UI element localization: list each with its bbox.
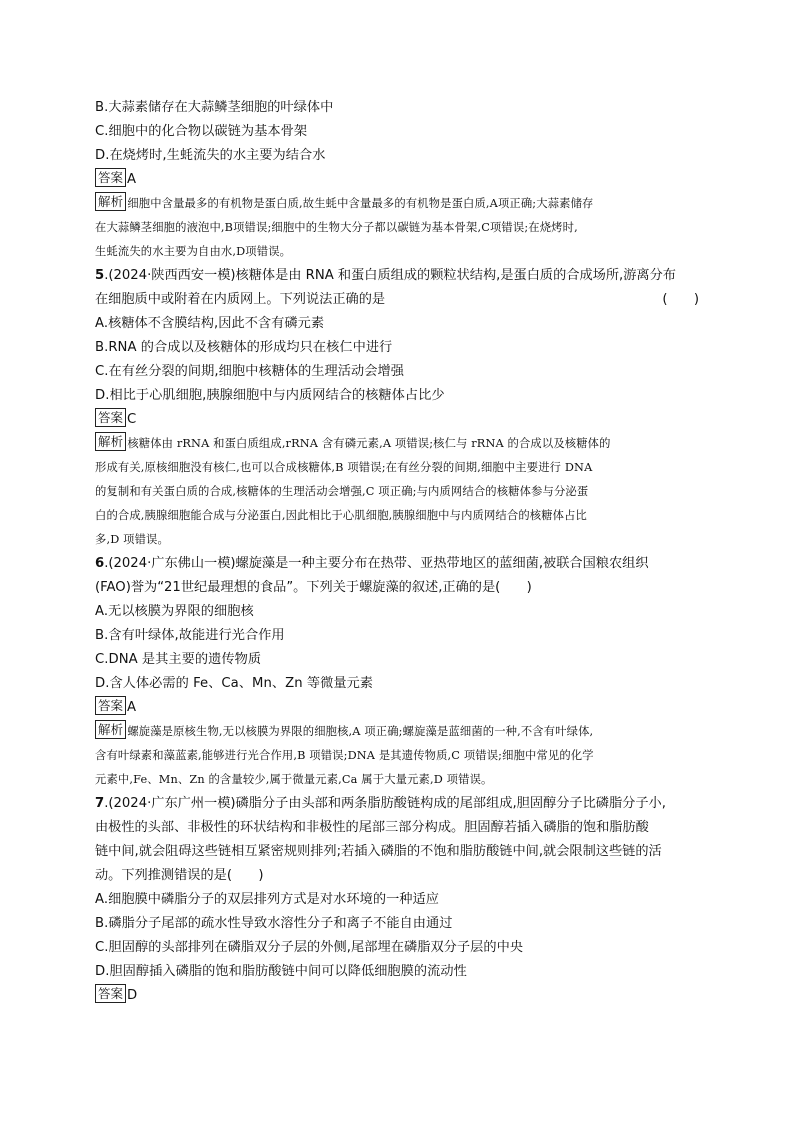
q5-analysis-line: 形成有关,原核细胞没有核仁,也可以合成核糖体,B 项错误;在有丝分裂的间期,细胞中主要进行 DNA	[95, 461, 593, 474]
answer-label: 答案	[95, 696, 126, 715]
q5-option-c: C.在有丝分裂的间期,细胞中核糖体的生理活动会增强	[95, 364, 404, 379]
q5-option-a: A.核糖体不含膜结构,因此不含有磷元素	[95, 316, 325, 331]
q7-stem-line: 链中间,就会阻碍这些链相互紧密规则排列;若插入磷脂的不饱和脂肪酸链中间,就会限制这些链的活	[95, 844, 662, 859]
q4-option-d: D.在烧烤时,生蚝流失的水主要为结合水	[95, 148, 326, 163]
q5-analysis	[95, 432, 705, 552]
q7-number: 7	[95, 796, 105, 811]
answer-label: 答案	[95, 168, 126, 187]
q6-analysis	[95, 720, 705, 792]
q7-option-a: A.细胞膜中磷脂分子的双层排列方式是对水环境的一种适应	[95, 892, 440, 907]
q6-option-c: C.DNA 是其主要的遗传物质	[95, 652, 262, 667]
q5-analysis-line: 的复制和有关蛋白质的合成,核糖体的生理活动会增强,C 项正确;与内质网结合的核糖体参与分泌蛋	[95, 485, 589, 498]
analysis-label: 解析	[95, 720, 126, 739]
q6-option-a: A.无以核膜为界限的细胞核	[95, 604, 254, 619]
q5-analysis-line: 白的合成,胰腺细胞能合成与分泌蛋白,因此相比于心肌细胞,胰腺细胞中与内质网结合的核糖体占比	[95, 509, 587, 522]
q4-analysis	[95, 192, 705, 264]
q4-analysis-line: 细胞中含量最多的有机物是蛋白质,故生蚝中含量最多的有机物是蛋白质,A项正确;大蒜素储存	[127, 197, 594, 210]
q6-stem-line: 6.(2024·广东佛山一模)螺旋藻是一种主要分布在热带、亚热带地区的蓝细菌,被联合国粮农组织	[95, 556, 649, 571]
q5-stem-line: 在细胞质中或附着在内质网上。下列说法正确的是 ( )	[95, 288, 705, 312]
q6-answer	[95, 696, 705, 720]
q7-option-d: D.胆固醇插入磷脂的饱和脂肪酸链中间可以降低细胞膜的流动性	[95, 964, 467, 979]
q6-option-d: D.含人体必需的 Fe、Ca、Mn、Zn 等微量元素	[95, 676, 374, 691]
q4-answer-value: A	[127, 172, 137, 187]
question-4-tail	[95, 96, 705, 264]
q5-option-b: B.RNA 的合成以及核糖体的形成均只在核仁中进行	[95, 340, 393, 355]
q7-stem-line: 7.(2024·广东广州一模)磷脂分子由头部和两条脂肪酸链构成的尾部组成,胆固醇分子比磷脂分子小,	[95, 796, 666, 811]
analysis-label: 解析	[95, 192, 126, 211]
analysis-label: 解析	[95, 432, 126, 451]
q5-number: 5	[95, 268, 105, 283]
q4-answer	[95, 168, 705, 192]
q7-option-c: C.胆固醇的头部排列在磷脂双分子层的外侧,尾部埋在磷脂双分子层的中央	[95, 940, 524, 955]
q6-stem-line: (FAO)誉为“21世纪最理想的食品”。下列关于螺旋藻的叙述,正确的是( )	[95, 580, 532, 595]
q5-analysis-line: 多,D 项错误。	[95, 533, 169, 546]
q6-analysis-line: 含有叶绿素和藻蓝素,能够进行光合作用,B 项错误;DNA 是其遗传物质,C 项错误;细胞中常见的化学	[95, 749, 594, 762]
question-6	[95, 552, 705, 792]
q6-number: 6	[95, 556, 105, 571]
q5-option-d: D.相比于心肌细胞,胰腺细胞中与内质网结合的核糖体占比少	[95, 388, 445, 403]
q5-answer-paren: ( )	[662, 292, 699, 307]
q7-answer	[95, 984, 705, 1008]
exam-page	[95, 96, 705, 1008]
q5-analysis-line: 核糖体由 rRNA 和蛋白质组成,rRNA 含有磷元素,A 项错误;核仁与 rRNA 的合成以及核糖体的	[127, 437, 611, 450]
q4-option-b: B.大蒜素储存在大蒜鳞茎细胞的叶绿体中	[95, 100, 334, 115]
answer-label: 答案	[95, 984, 126, 1003]
q4-analysis-line: 在大蒜鳞茎细胞的液泡中,B项错误;细胞中的生物大分子都以碳链为基本骨架,C项错误;在烧烤时,	[95, 221, 578, 234]
q6-analysis-line: 螺旋藻是原核生物,无以核膜为界限的细胞核,A 项正确;螺旋藻是蓝细菌的一种,不含有叶绿体,	[127, 725, 594, 738]
q7-option-b: B.磷脂分子尾部的疏水性导致水溶性分子和离子不能自由通过	[95, 916, 453, 931]
q6-analysis-line: 元素中,Fe、Mn、Zn 的含量较少,属于微量元素,Ca 属于大量元素,D 项错误。	[95, 773, 493, 786]
question-7	[95, 792, 705, 1008]
q6-answer-value: A	[127, 700, 137, 715]
q7-stem-line: 由极性的头部、非极性的环状结构和非极性的尾部三部分构成。胆固醇若插入磷脂的饱和脂肪酸	[95, 820, 649, 835]
q4-analysis-line: 生蚝流失的水主要为自由水,D项错误。	[95, 245, 292, 258]
question-5	[95, 264, 705, 552]
q5-answer-value: C	[127, 412, 137, 427]
q4-option-c: C.细胞中的化合物以碳链为基本骨架	[95, 124, 308, 139]
answer-label: 答案	[95, 408, 126, 427]
q5-answer	[95, 408, 705, 432]
q7-stem-line: 动。下列推测错误的是( )	[95, 868, 264, 883]
q5-stem-line: 5.(2024·陕西西安一模)核糖体是由 RNA 和蛋白质组成的颗粒状结构,是蛋白质的合成场所,游离分布	[95, 268, 676, 283]
q7-answer-value: D	[127, 988, 138, 1003]
q6-option-b: B.含有叶绿体,故能进行光合作用	[95, 628, 285, 643]
